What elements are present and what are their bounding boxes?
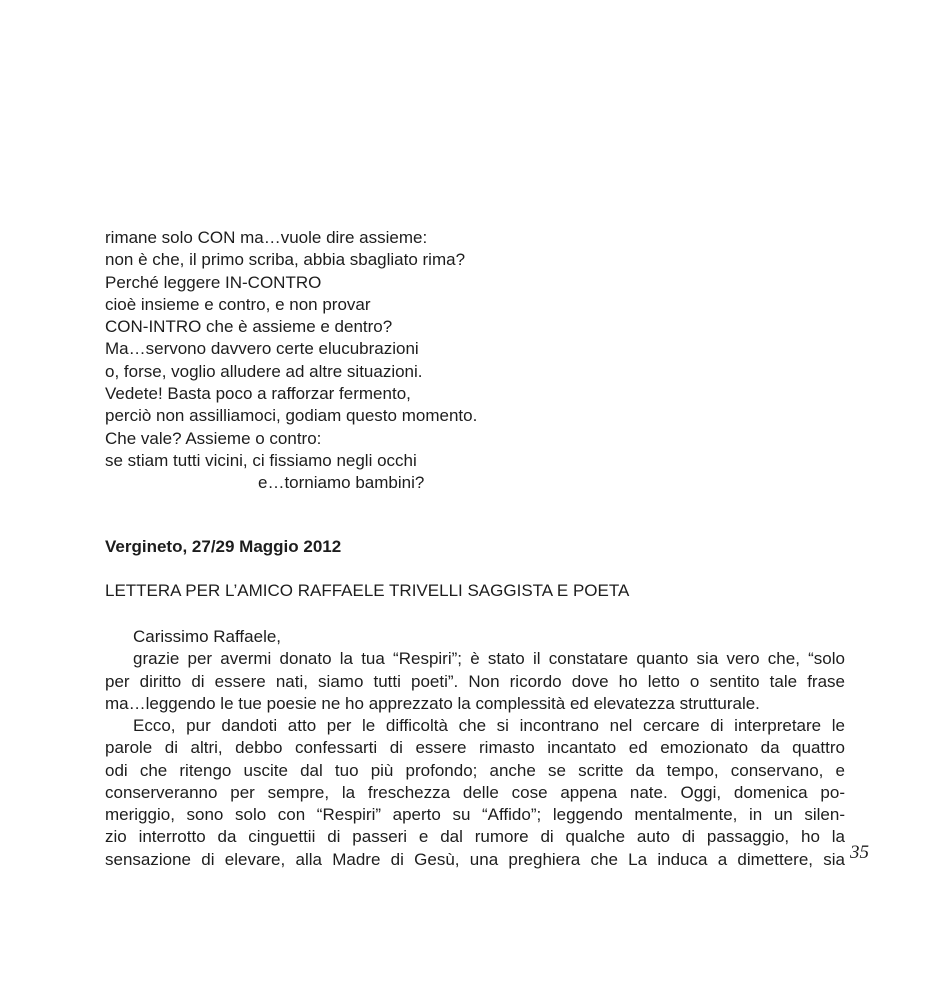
- poem-line: non è che, il primo scriba, abbia sbagliato rima?: [105, 250, 466, 270]
- poem-line-closing: e…torniamo bambini?: [258, 473, 425, 493]
- poem-line: Vedete! Basta poco a rafforzar fermento,: [105, 384, 411, 404]
- poem-line: cioè insieme e contro, e non provar: [105, 294, 371, 314]
- poem-line: se stiam tutti vicini, ci fissiamo negli occhi: [105, 450, 417, 470]
- letter-line: zio interrotto da cinguettii di passeri e dal rumore di qualche auto di passaggio, ho la: [105, 827, 845, 847]
- letter-line: grazie per avermi donato la tua “Respiri”; è stato il constatare quanto sia vero che, “solo: [133, 649, 845, 669]
- letter-line: parole di altri, debbo confessarti di essere rimasto incantato ed emozionato da quattro: [105, 738, 845, 758]
- letter-line: ma…leggendo le tue poesie ne ho apprezzato la complessità ed elevatezza strutturale.: [105, 693, 760, 713]
- letter-line: odi che ritengo uscite dal tuo più profondo; anche se scritte da tempo, conservano, e: [105, 760, 845, 780]
- letter-body: [105, 626, 845, 871]
- poem-line: Perché leggere IN-CONTRO: [105, 272, 322, 292]
- poem-line: o, forse, voglio alludere ad altre situazioni.: [105, 361, 423, 381]
- poem-line: Che vale? Assieme o contro:: [105, 428, 322, 448]
- poem-line: rimane solo CON ma…vuole dire assieme:: [105, 228, 428, 247]
- letter-title: LETTERA PER L’AMICO RAFFAELE TRIVELLI SAGGISTA E POETA: [105, 581, 630, 600]
- poem-line: perciò non assilliamoci, godiam questo momento.: [105, 406, 478, 426]
- letter-salutation: Carissimo Raffaele,: [133, 627, 282, 646]
- poem-line: CON-INTRO che è assieme e dentro?: [105, 317, 393, 337]
- poem-line: Ma…servono davvero certe elucubrazioni: [105, 339, 419, 359]
- page-number: 35: [850, 842, 869, 863]
- letter-line: Ecco, pur dandoti atto per le difficoltà che si incontrano nel cercare di interpretare le: [133, 716, 845, 735]
- letter-line: per diritto di essere nati, siamo tutti poeti”. Non ricordo dove ho letto o sentito tale frase: [105, 671, 845, 691]
- letter-line: meriggio, sono solo con “Respiri” aperto su “Affido”; leggendo mentalmente, in un silen-: [105, 805, 845, 824]
- date-heading: Vergineto, 27/29 Maggio 2012: [105, 537, 342, 556]
- poem-block: [105, 227, 477, 495]
- letter-line: sensazione di elevare, alla Madre di Gesù, una preghiera che La induca a dimettere, sia: [105, 849, 845, 869]
- letter-line: conserveranno per sempre, la freschezza delle cose appena nate. Oggi, domenica po-: [105, 782, 845, 802]
